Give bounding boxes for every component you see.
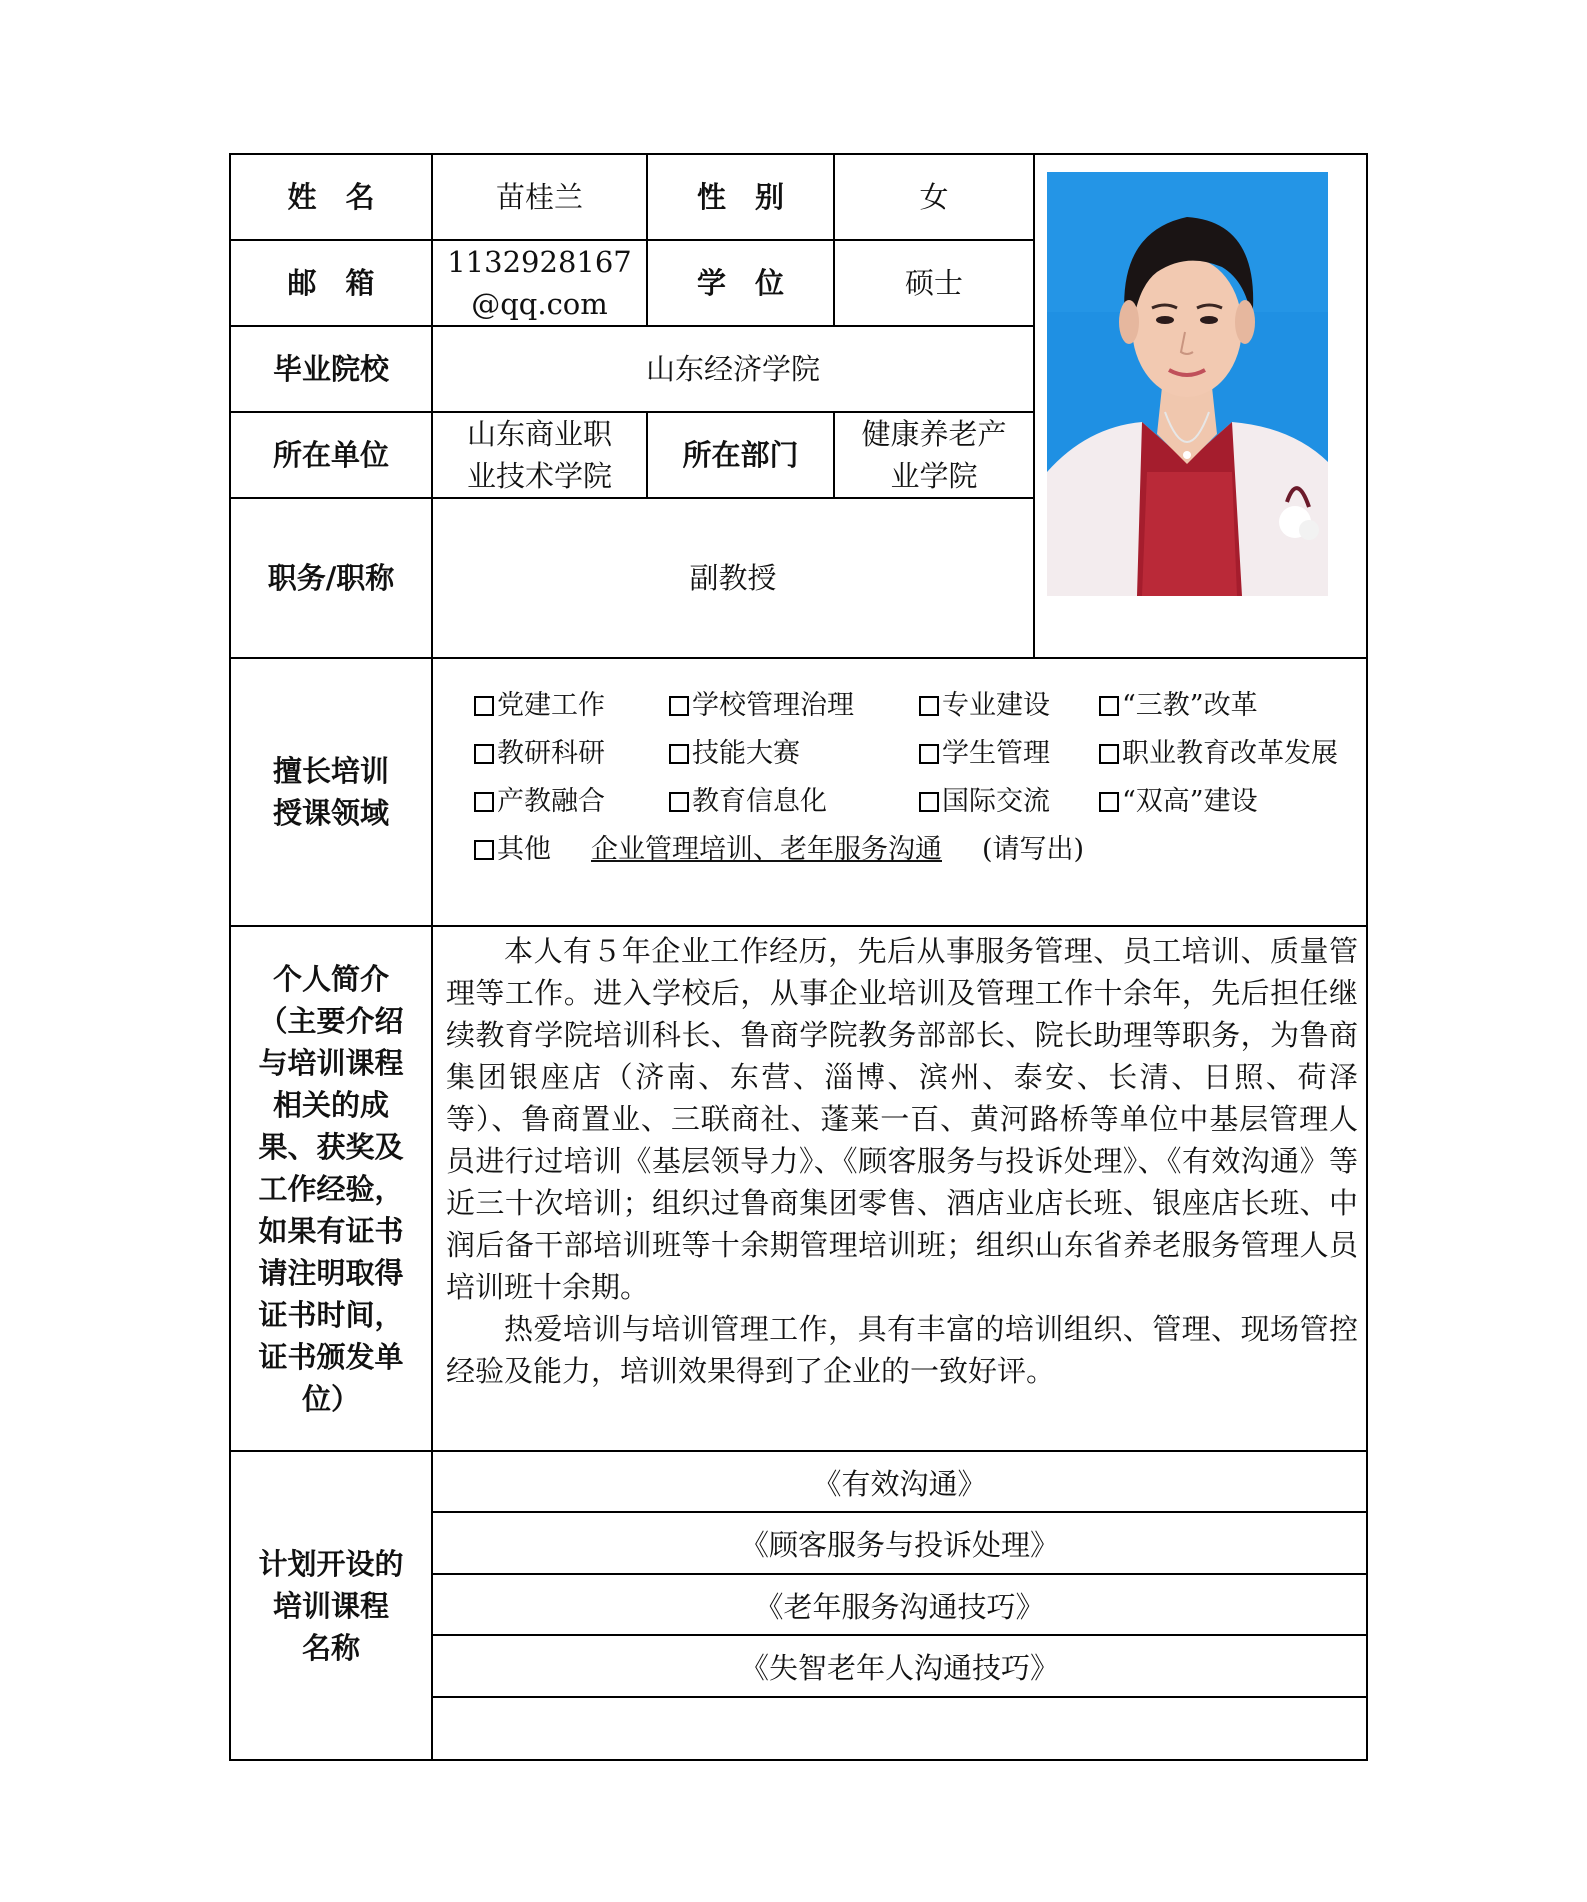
option-vocational-reform[interactable] (1099, 730, 1338, 778)
checkbox-icon[interactable] (919, 696, 939, 716)
bio-label-line: 位） (301, 1381, 360, 1416)
bio-label-line: 与培训课程 (258, 1045, 404, 1080)
courses-label-line: 培训课程 (272, 1588, 389, 1623)
option-label: 专业建设 (942, 690, 1050, 721)
email-line-1: 1132928167 (447, 245, 632, 279)
bio-paragraph-1: 本人有５年企业工作经历，先后从事服务管理、员工培训、质量管理等工作。进入学校后，从事企业培训及管理工作十余年，先后担任继续教育学院培训科长、鲁商学院教务部部长、院长助理等职务，为鲁商集团银座店（济南、东营、淄博、滨州、泰安、长清、日照、荷泽等）、鲁商置业、三联商社、蓬莱一百、黄河路桥等单位中基层管理人员进行过培训《基层领导力》、《顾客服务与投诉处理》、《有效沟通》等近三十次培训；组织过鲁商集团零售、酒店业店长班、银座店长班、中润后备干部培训班等十余期管理培训班；组织山东省养老服务管理人员培训班十余期。 (446, 934, 1358, 1304)
course-item-empty (431, 1698, 1368, 1758)
option-label: 教育信息化 (692, 786, 827, 817)
areas-row-2 (474, 730, 1354, 778)
unit-line-2: 业技术学院 (466, 459, 612, 493)
bio-label-line: 个人简介 (272, 961, 389, 996)
areas-options (474, 682, 1354, 874)
option-party-building[interactable] (474, 682, 669, 730)
option-label: 学校管理治理 (692, 690, 854, 721)
option-skills-competition[interactable] (669, 730, 919, 778)
bio-label-line: 请注明取得 (258, 1255, 404, 1290)
areas-label-line-1: 擅长培训 (272, 754, 389, 788)
checkbox-icon[interactable] (474, 744, 494, 764)
email-label: 邮 箱 (287, 266, 375, 300)
bio-label-line: 果、获奖及 (258, 1129, 404, 1164)
gender-label: 性 别 (696, 180, 784, 214)
course-item: 《顾客服务与投诉处理》 (739, 1527, 1059, 1562)
courses-label-line: 名称 (301, 1630, 360, 1665)
dept-label: 所在部门 (682, 438, 799, 472)
checkbox-icon[interactable] (474, 792, 494, 812)
name-label: 姓 名 (287, 180, 375, 214)
option-other-value[interactable]: 企业管理培训、老年服务沟通 (591, 834, 942, 865)
option-international-exchange[interactable] (919, 778, 1099, 826)
name-value: 苗桂兰 (495, 180, 583, 214)
bio-label-line: 证书时间， (258, 1297, 404, 1332)
email-value (433, 241, 646, 325)
checkbox-icon[interactable] (919, 744, 939, 764)
unit-value (433, 413, 646, 497)
option-other-label: 其他 (497, 834, 551, 865)
option-double-high[interactable] (1099, 778, 1258, 826)
portrait-photo (1047, 172, 1328, 596)
bio-label-line: 工作经验， (258, 1171, 404, 1206)
school-label: 毕业院校 (272, 352, 389, 386)
option-label: 产教融合 (497, 786, 605, 817)
option-label: 党建工作 (497, 690, 605, 721)
option-education-informatization[interactable] (669, 778, 919, 826)
profile-form (229, 153, 1368, 1761)
option-school-governance[interactable] (669, 682, 919, 730)
option-other-suffix: (请写出) (982, 834, 1085, 865)
option-label: 技能大赛 (692, 738, 800, 769)
bio-label (231, 927, 431, 1450)
areas-row-3 (474, 778, 1354, 826)
areas-row-other (474, 826, 1354, 874)
course-item: 《失智老年人沟通技巧》 (739, 1650, 1059, 1685)
checkbox-icon[interactable] (1099, 696, 1119, 716)
school-value: 山东经济学院 (645, 352, 820, 386)
degree-value: 硕士 (904, 266, 963, 300)
rule (1033, 153, 1035, 658)
option-student-management[interactable] (919, 730, 1099, 778)
course-item: 《老年服务沟通技巧》 (754, 1589, 1045, 1624)
courses-label-line: 计划开设的 (258, 1546, 404, 1581)
bio-label-line: 证书颁发单 (258, 1339, 404, 1374)
course-item: 《有效沟通》 (812, 1466, 987, 1501)
bio-label-line: （主要介绍 (258, 1003, 404, 1038)
option-label: “双高”建设 (1122, 786, 1258, 817)
portrait-illustration (1047, 172, 1328, 596)
unit-line-1: 山东商业职 (466, 417, 612, 451)
option-other[interactable] (474, 826, 551, 874)
option-major-construction[interactable] (919, 682, 1099, 730)
option-label: 学生管理 (942, 738, 1050, 769)
border-bottom (229, 1759, 1368, 1761)
courses-label (231, 1452, 431, 1759)
email-line-2: @qq.com (471, 287, 608, 321)
option-label: 国际交流 (942, 786, 1050, 817)
checkbox-icon[interactable] (919, 792, 939, 812)
checkbox-icon[interactable] (669, 744, 689, 764)
option-three-teaching-reform[interactable] (1099, 682, 1258, 730)
option-label: “三教”改革 (1122, 690, 1258, 721)
areas-label (231, 659, 431, 925)
areas-row-1 (474, 682, 1354, 730)
bio-paragraph-2: 热爱培训与培训管理工作，具有丰富的培训组织、管理、现场管控经验及能力，培训效果得到了企业的一致好评。 (446, 1312, 1358, 1388)
checkbox-icon[interactable] (669, 696, 689, 716)
option-label: 职业教育改革发展 (1122, 738, 1338, 769)
gender-value: 女 (919, 180, 949, 214)
checkbox-icon[interactable] (669, 792, 689, 812)
dept-value (835, 413, 1033, 497)
bio-label-line: 如果有证书 (258, 1213, 404, 1248)
checkbox-icon[interactable] (474, 840, 494, 860)
dept-line-1: 健康养老产 (861, 417, 1007, 451)
option-research[interactable] (474, 730, 669, 778)
bio-label-line: 相关的成 (272, 1087, 389, 1122)
title-value: 副教授 (689, 561, 777, 595)
dept-line-2: 业学院 (890, 459, 978, 493)
unit-label: 所在单位 (272, 438, 389, 472)
option-label: 教研科研 (497, 738, 605, 769)
areas-label-line-2: 授课领域 (272, 796, 389, 830)
bio-text (446, 930, 1358, 1392)
checkbox-icon[interactable] (1099, 792, 1119, 812)
degree-label: 学 位 (696, 266, 784, 300)
title-label: 职务/职称 (267, 561, 395, 595)
option-industry-education[interactable] (474, 778, 669, 826)
checkbox-icon[interactable] (1099, 744, 1119, 764)
checkbox-icon[interactable] (474, 696, 494, 716)
